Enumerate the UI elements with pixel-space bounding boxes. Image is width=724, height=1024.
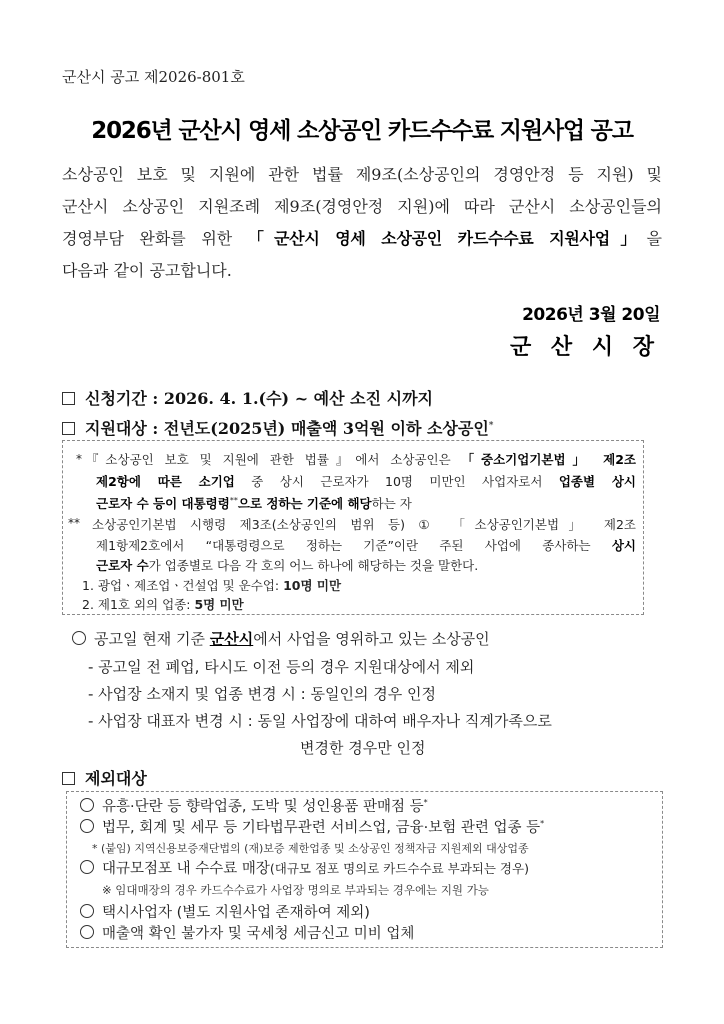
circle-bullet-icon: [80, 819, 94, 833]
text: 제1항제2호에서 “대통령령으로 정하는 기준”이란 주된 사업에 종사하는: [96, 538, 612, 553]
exclusion-item: [80, 901, 370, 922]
program-name: 「군산시 영세 소상공인 카드수수료 지원사업」: [247, 229, 647, 248]
issuer: 군 산 시 장: [510, 335, 660, 360]
eligibility-label: 지원대상: [85, 419, 147, 438]
exclusions-label: 제외대상: [85, 769, 147, 788]
exclusion-item: [80, 795, 428, 816]
text-bold: 「중소기업기본법」 제2조: [461, 452, 636, 467]
intro-line-3-suffix: 을: [646, 229, 662, 248]
exclusion-item: [80, 816, 544, 837]
condition-sub-3-continued: 변경한 경우만 인정: [300, 739, 426, 757]
text: 에서 사업을 영위하고 있는 소상공인: [253, 630, 490, 648]
text-bold: 근로자 수 등이 대통령령: [96, 496, 230, 511]
text: 대규모점포 내 수수료 매장: [102, 861, 270, 877]
text: 중 상시 근로자가 10명 미만인 사업자로서: [234, 474, 559, 489]
separator: :: [146, 419, 164, 438]
text-bold: 으로 정하는 기준에 해당: [237, 496, 372, 511]
text: 하는 자: [371, 496, 412, 511]
criteria-item-2: [82, 595, 244, 613]
text-bold: 업종별 상시: [558, 474, 636, 489]
footnote-1-line-2: [96, 472, 636, 490]
checkbox-square-icon: [62, 422, 75, 435]
application-period: [62, 386, 433, 409]
separator: :: [146, 389, 164, 408]
footnote-1-line-3: [96, 494, 636, 512]
notice-number: 군산시 공고 제2026-801호: [62, 68, 245, 86]
intro-line-2: 군산시 소상공인 지원조례 제9조(경영안정 지원)에 따라 군산시 소상공인들의: [62, 197, 662, 216]
eligibility-value: 전년도(2025년) 매출액 3억원 이하 소상공인: [163, 419, 489, 438]
intro-line-1: 소상공인 보호 및 지원에 관한 법률 제9조(소상공인의 경영안정 등 지원) 및: [62, 165, 662, 184]
text: 2. 제1호 외의 업종:: [82, 597, 195, 612]
text-bold: 10명 미만: [283, 578, 342, 593]
exclusion-item: [80, 922, 414, 943]
application-period-value: 2026. 4. 1.(수) ~ 예산 소진 시까지: [163, 389, 433, 408]
intro-line-4: 다음과 같이 공고합니다.: [62, 261, 232, 280]
footnote-2-line-2: [96, 536, 636, 554]
circle-bullet-icon: [80, 925, 94, 939]
issue-date: 2026년 3월 20일: [522, 305, 660, 325]
circle-bullet-icon: [80, 798, 94, 812]
checkbox-square-icon: [62, 392, 75, 405]
checkbox-square-icon: [62, 772, 75, 785]
circle-bullet-icon: [72, 631, 86, 645]
condition-main: [72, 628, 490, 649]
text-note: (대규모 점포 명의로 카드수수료 부과되는 경우): [269, 861, 529, 876]
text-bold: 근로자 수: [96, 558, 149, 573]
application-period-label: 신청기간: [85, 389, 147, 408]
text-bold: 상시: [611, 538, 636, 553]
text-bold: 5명 미만: [194, 597, 244, 612]
page-title: 2026년 군산시 영세 소상공인 카드수수료 지원사업 공고: [91, 118, 633, 144]
footnote-2-line-3: [96, 556, 636, 574]
text: 택시사업자 (별도 지원사업 존재하여 제외): [102, 905, 370, 921]
text: 유흥·단란 등 향락업종, 도박 및 성인용품 판매점 등: [102, 799, 424, 815]
footnote-mark: *: [76, 452, 82, 466]
footnote-mark: **: [229, 495, 238, 505]
intro-line-3-prefix: 경영부담 완화를 위한: [62, 229, 248, 248]
footnote-1-line-1: [86, 450, 636, 468]
circle-bullet-icon: [80, 860, 94, 874]
criteria-item-1: [82, 576, 341, 594]
footnote-mark: *: [423, 798, 428, 808]
exclusion-note: ※ 임대매장의 경우 카드수수료가 사업장 명의로 부과되는 경우에는 지원 가능: [102, 883, 489, 897]
intro-line-3: [62, 226, 662, 249]
footnote-mark: *: [488, 421, 494, 431]
condition-sub-1: - 공고일 전 폐업, 타시도 이전 등의 경우 지원대상에서 제외: [88, 658, 475, 676]
exclusion-item: [80, 857, 529, 878]
text: 법무, 회계 및 세무 등 기타법무관련 서비스업, 금융·보험 관련 업종 등: [102, 820, 541, 836]
eligibility: [62, 416, 493, 439]
text: 공고일 현재 기준: [94, 630, 210, 648]
footnote-mark: **: [68, 516, 80, 530]
text: 『소상공인 보호 및 지원에 관한 법률』에서 소상공인은: [86, 452, 462, 467]
text: 매출액 확인 불가자 및 국세청 세금신고 미비 업체: [102, 926, 415, 942]
text-bold: 제2항에 따른 소기업: [96, 474, 235, 489]
footnote-mark: *: [540, 819, 545, 829]
location-emphasis: 군산시: [209, 630, 254, 648]
exclusions-heading: [62, 766, 147, 789]
condition-sub-2: - 사업장 소재지 및 업종 변경 시 : 동일인의 경우 인정: [88, 685, 436, 703]
condition-sub-3: - 사업장 대표자 변경 시 : 동일 사업장에 대하여 배우자나 직계가족으로: [88, 712, 552, 730]
text: 1. 광업ㆍ제조업ㆍ건설업 및 운수업:: [82, 578, 284, 593]
exclusion-footnote: * (붙임) 지역신용보증재단법의 (재)보증 제한업종 및 소상공인 정책자금 지원제외 대상업종: [92, 842, 529, 855]
footnote-2-line-1: 소상공인기본법 시행령 제3조(소상공인의 범위 등) ① 「소상공인기본법」 제2조: [92, 517, 636, 532]
text: 가 업종별로 다음 각 호의 어느 하나에 해당하는 것을 말한다.: [148, 558, 479, 573]
circle-bullet-icon: [80, 904, 94, 918]
